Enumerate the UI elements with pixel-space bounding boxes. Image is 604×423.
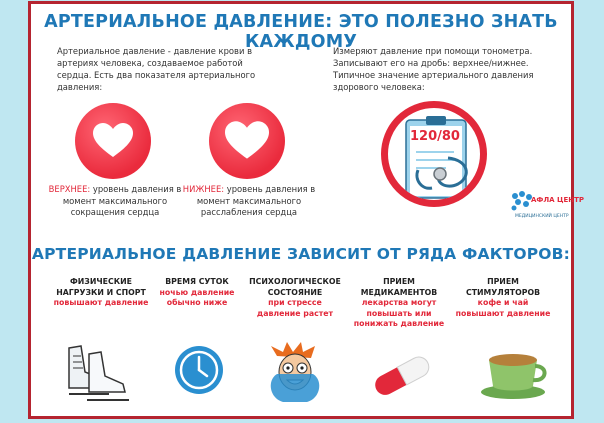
lower-caption — [174, 184, 324, 219]
poster — [28, 1, 585, 419]
factor-desc: ночью давление обычно ниже — [159, 287, 235, 307]
tea-cup-icon — [477, 344, 551, 402]
logo-name: АФЛА ЦЕНТР — [531, 196, 585, 204]
factor-title: ПСИХОЛОГИЧЕСКОЕ СОСТОЯНИЕ — [249, 277, 341, 297]
lower-heart-icon — [209, 103, 285, 179]
factor-desc: при стрессе давление растет — [256, 298, 334, 318]
upper-text: уровень давления в момент максимального сокращения сердца — [62, 184, 182, 217]
factor-medication — [351, 277, 447, 330]
factor-title: ПРИЕМ МЕДИКАМЕНТОВ — [360, 277, 438, 297]
factor-desc: повышают давление — [53, 298, 149, 307]
logo-subtitle: МЕДИЦИНСКИЙ ЦЕНТР — [515, 214, 569, 219]
page-title: АРТЕРИАЛЬНОЕ ДАВЛЕНИЕ: ЭТО ПОЛЕЗНО ЗНАТЬ КАЖДОМУ — [44, 12, 558, 52]
tonometer-illustration — [381, 101, 487, 207]
stressed-man-icon — [263, 340, 327, 404]
factor-stimulants — [455, 277, 551, 319]
clock-icon — [173, 344, 225, 396]
factor-sport — [53, 277, 149, 309]
factors-heading: АРТЕРИАЛЬНОЕ ДАВЛЕНИЕ ЗАВИСИТ ОТ РЯДА ФАКТОРОВ: — [31, 245, 571, 263]
factor-title: ФИЗИЧЕСКИЕ НАГРУЗКИ И СПОРТ — [56, 277, 146, 297]
factor-time — [149, 277, 245, 309]
factor-desc: лекарства могут повышать или понижать давление — [353, 298, 445, 328]
upper-caption — [40, 184, 190, 219]
ice-skates-icon — [61, 342, 137, 406]
pill-icon — [367, 354, 437, 398]
factor-psychology — [247, 277, 343, 319]
lower-text: уровень давления в момент максимального расслабления сердца — [196, 184, 316, 217]
upper-heart-icon — [75, 103, 151, 179]
factor-title: ПРИЕМ СТИМУЛЯТОРОВ — [465, 277, 541, 297]
lower-label: НИЖНЕЕ: — [182, 184, 225, 194]
pressure-value: 120/80 — [410, 129, 460, 144]
upper-label: ВЕРХНЕЕ: — [48, 184, 91, 194]
factor-desc: кофе и чай повышают давление — [455, 298, 551, 318]
intro-right-text: Измеряют давление при помощи тонометра. Записывают его на дробь: верхнее/нижнее. Типичное значение артериального давления здорового человека: — [333, 46, 534, 92]
factor-title: ВРЕМЯ СУТОК — [165, 277, 229, 286]
intro-left-text: Артериальное давление - давление крови в артериях человека, создаваемое работой сердца. Есть два показателя артериального давления: — [57, 46, 256, 92]
clinic-logo — [509, 190, 585, 234]
